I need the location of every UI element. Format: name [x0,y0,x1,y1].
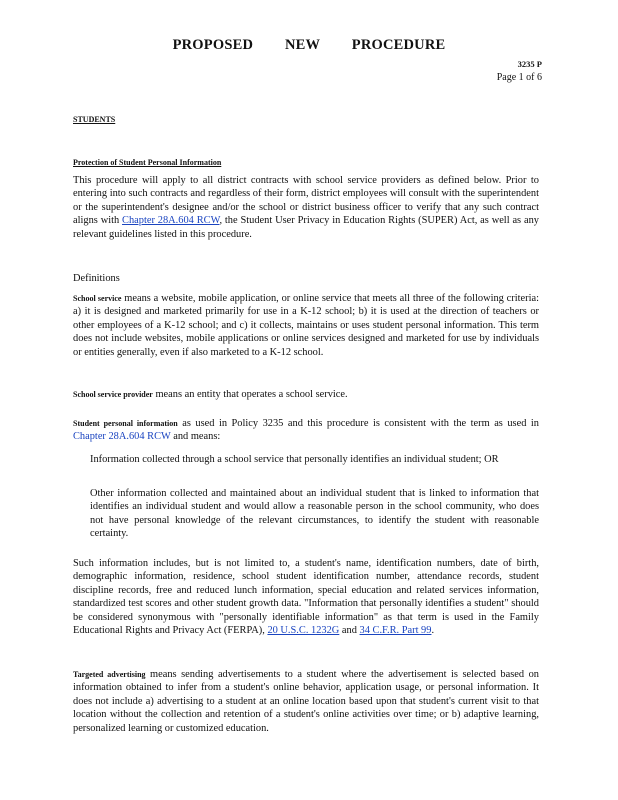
such-info-end: . [431,625,435,637]
spi-text-2: and means: [170,431,221,443]
school-service-text: means a website, mobile application, or online service that meets all three of the following criteria: a) it is designed and marketed primarily for use in a K-12 school; b) it is used at the direction of teachers or other employees of a K-12 school; and c) it collects, maintains or uses student personal information. This term does not include websites, mobile applications or online services designed and marketed for use by individuals or entities generally, even if also marketed to a K-12 school. [73,293,539,358]
bullet-text: Information collected through a school service that personally identifies an individual student; OR [90,454,499,465]
targeted-advertising-term: Targeted advertising [73,670,146,679]
intro-text-2: , the Student User Privacy in Education Rights (SUPER) Act, as well as any relevant guidelines listed in this procedure. [73,215,539,240]
spi-text-1: as used in Policy 3235 and this procedure is consistent with the term as used in [177,418,539,429]
provider-definition [73,388,539,401]
intro-text-1: This procedure will apply to all district contracts with school service providers as defined below. Prior to entering into such contracts and regardless of their form, district employees will consult with the superintendent or the superintendent's designee and/or the school or district business officer to verify that any such contract aligns with [73,175,539,227]
section-heading: STUDENTS [73,115,116,124]
list-item [73,487,539,541]
spi-definition [73,417,539,444]
provider-term: School service provider [73,390,153,399]
such-information-paragraph [73,557,539,637]
cfr-link[interactable]: 34 C.F.R. Part 99 [359,625,432,637]
list-item [73,453,539,466]
such-info-text: Such information includes, but is not limited to, a student's name, identification numbers, date of birth, demographic information, residence, school student identification number, attendance records, student discipline records, free and reduced lunch information, special education and related services information, standardized test scores and other student growth data. "Information that personally identifies a student" should be considered synonymous with "personally identifiable information" as that term is used in the Family Educational Rights and Privacy Act (FERPA), [73,558,539,637]
spi-term: Student personal information [73,419,178,428]
procedure-code: 3235 P [517,59,542,69]
document-title: PROPOSED NEW PROCEDURE [172,37,446,53]
usc-link[interactable]: 20 U.S.C. 1232G [267,625,340,637]
provider-text: means an entity that operates a school service. [152,389,348,400]
subheading: Protection of Student Personal Information [73,158,222,167]
such-info-and: and [339,625,360,637]
school-service-term: School service [73,294,122,303]
intro-paragraph [73,174,539,241]
page-number: Page 1 of 6 [496,72,542,83]
rcw-link-intro[interactable]: Chapter 28A.604 RCW [122,215,220,227]
rcw-link-spi[interactable]: Chapter 28A.604 RCW [73,431,171,443]
bullet-text: Other information collected and maintained about an individual student that is linked to information that identifies an individual student and would allow a reasonable person in the school community, who does not have personal knowledge of the relevant circumstances, to identify the student with reasonable certainty. [90,488,539,540]
targeted-advertising-definition [73,668,539,735]
definitions-heading: Definitions [73,273,120,284]
targeted-advertising-text: means sending advertisements to a student where the advertisement is selected based on information obtained to infer from a student's online behavior, application usage, or personal information. It does not include a) advertising to a student at an online location based upon that student's current visit to that location without the collection and retention of a student's online activities over time; or b) adaptive learning, personalized learning or customized education. [73,669,539,734]
document-reference [497,58,542,84]
school-service-definition [73,292,539,359]
